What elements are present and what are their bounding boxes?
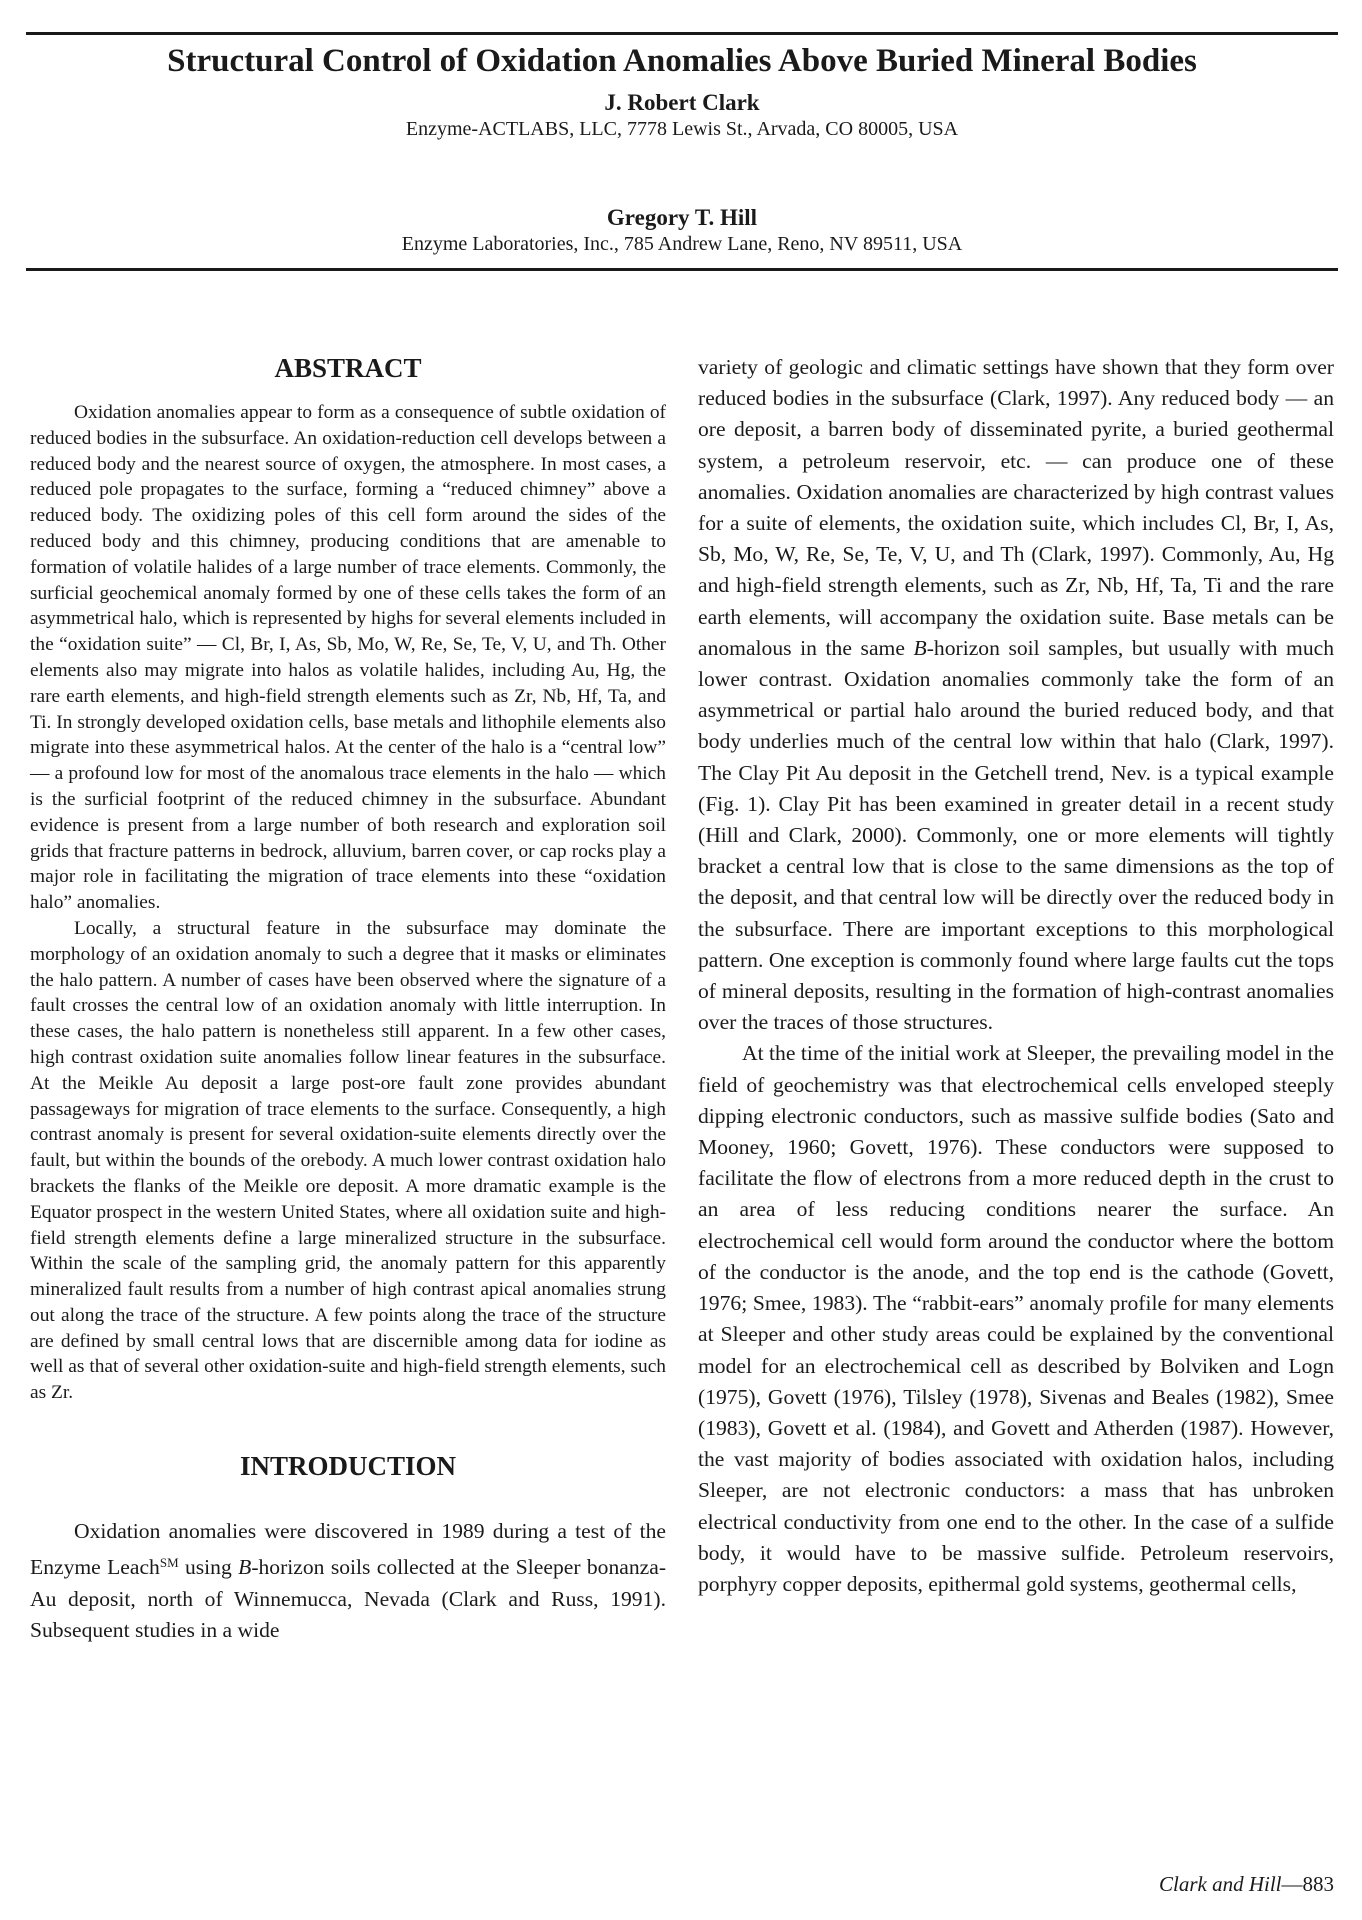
intro-text: -horizon soil samples, but usually with much lower contrast. Oxidation anomalies commonly take the form of an asymmetrical or partial halo around the buried reduced body, and that body underlies much of the central low within that halo (Clark, 1997). The Clay Pit Au deposit in the Getchell trend, Nev. is a typical example (Fig. 1). Clay Pit has been examined in greater detail in a recent study (Hill and Clark, 2000). Commonly, one or more elements will tightly bracket a central low that is close to the same dimensions as the top of the deposit, and that central low will be directly over the reduced body in the subsurface. There are important exceptions to this morphological pattern. One exception is commonly found where large faults cut the tops of mineral deposits, resulting in the formation of high-contrast anomalies over the traces of those structures. bbox=[698, 635, 1334, 1035]
intro-text: variety of geologic and climatic settings have shown that they form over reduced bodies in the subsurface (Clark, 1997). Any reduced body — an ore deposit, a barren body of disseminated pyrite, a buried geothermal system, a petroleum reservoir, etc. — can produce one of these anomalies. Oxidation anomalies are characterized by high contrast values for a suite of elements, the oxidation suite, which includes Cl, Br, I, As, Sb, Mo, W, Re, Se, Te, V, U, and Th (Clark, 1997). Commonly, Au, Hg and high-field strength elements, such as Zr, Nb, Hf, Ta, Ti and the rare earth elements, will accompany the oxidation suite. Base metals can be anomalous in the same bbox=[698, 355, 1334, 660]
author-affiliation: Enzyme-ACTLABS, LLC, 7778 Lewis St., Arvada, CO 80005, USA bbox=[405, 118, 959, 140]
left-column bbox=[30, 350, 666, 1646]
right-column bbox=[698, 352, 1334, 1600]
service-mark-superscript: SM bbox=[159, 1555, 179, 1571]
introduction-paragraph: At the time of the initial work at Sleeper, the prevailing model in the field of geochemistry was that electrochemical cells enveloped steeply dipping electronic conductors, such as massive sulfide bodies (Sato and Mooney, 1960; Govett, 1976). These conductors were supposed to facilitate the flow of electrons from a more reduced depth in the crust to an area of less reducing conditions nearer the surface. An electrochemical cell would form around the conductor where the bottom of the conductor is the anode, and the top end is the cathode (Govett, 1976; Smee, 1983). The “rabbit-ears” anomaly profile for many elements at Sleeper and other study areas could be explained by the conventional model for an electrochemical cell as described by Bolviken and Logn (1975), Govett (1976), Tilsley (1978), Sivenas and Beales (1982), Smee (1983), Govett et al. (1984), and Govett and Atherden (1987). However, the vast majority of bodies associated with oxidation halos, including Sleeper, are not electronic conductors: a mass that has unbroken electrical conductivity from one end to the other. In the case of a sulfide body, it would have to be massive sulfide. Petroleum reservoirs, porphyry copper deposits, epithermal gold systems, geothermal cells, bbox=[698, 1041, 1334, 1596]
intro-text: Oxidation anomalies were discovered in 1989 during a test of the Enzyme Leach bbox=[30, 1519, 666, 1580]
introduction-paragraph bbox=[30, 1516, 666, 1646]
top-rule bbox=[26, 32, 1338, 35]
footer-authors: Clark and Hill bbox=[1158, 1872, 1282, 1896]
paper-title: Structural Control of Oxidation Anomalies Above Buried Mineral Bodies bbox=[167, 43, 1197, 79]
italic-letter: B bbox=[913, 635, 927, 660]
author-name: J. Robert Clark bbox=[604, 90, 760, 115]
abstract-paragraph: Locally, a structural feature in the subsurface may dominate the morphology of an oxidation anomaly to such a degree that it masks or eliminates the halo pattern. A number of cases have been observed where the signature of a fault crosses the central low of an oxidation anomaly with little interruption. In these cases, the halo pattern is nonetheless still apparent. In a few other cases, high contrast oxidation suite anomalies follow linear features in the subsurface. At the Meikle Au deposit a large post-ore fault zone provides abundant passageways for migration of trace elements to the surface. Consequently, a high contrast anomaly is present for several oxidation-suite elements directly over the fault, but within the bounds of the orebody. A much lower contrast oxidation halo brackets the flanks of the Meikle ore deposit. A more dramatic example is the Equator prospect in the western United States, where all oxidation suite and high-field strength elements define a large mineralized structure in the subsurface. Within the scale of the sampling grid, the anomaly pattern for this apparently mineralized fault results from a number of high contrast apical anomalies strung out along the trace of the structure. A few points along the trace of the structure are defined by small central lows that are discernible among data for iodine as well as that of several other oxidation-suite and high-field strength elements, such as Zr. bbox=[30, 917, 666, 1404]
italic-letter: B bbox=[238, 1555, 252, 1580]
author-affiliation: Enzyme Laboratories, Inc., 785 Andrew Lane, Reno, NV 89511, USA bbox=[401, 233, 963, 255]
abstract-paragraph: Oxidation anomalies appear to form as a consequence of subtle oxidation of reduced bodies in the subsurface. An oxidation-reduction cell develops between a reduced body and the nearest source of oxygen, the atmosphere. In most cases, a reduced pole propagates to the surface, forming a “reduced chimney” above a reduced body. The oxidizing poles of this cell form around the sides of the reduced body and this chimney, producing conditions that are amenable to formation of volatile halides of a large number of trace elements. Commonly, the surficial geochemical anomaly formed by one of these cells takes the form of an asymmetrical halo, which is represented by highs for several elements included in the “oxidation suite” — Cl, Br, I, As, Sb, Mo, W, Re, Se, Te, V, U, and Th. Other elements also may migrate into halos as volatile halides, including Au, Hg, the rare earth elements, and high-field strength elements such as Zr, Nb, Hf, Ta, and Ti. In strongly developed oxidation cells, base metals and lithophile elements also migrate into these asymmetrical halos. At the center of the halo is a “central low” — a profound low for most of the anomalous trace elements in the halo — which is the surficial footprint of the reduced chimney in the subsurface. Abundant evidence is present from a large number of both research and exploration soil grids that fracture patterns in bedrock, alluvium, barren cover, or cap rocks play a major role in facilitating the migration of trace elements into these “oxidation halo” anomalies. bbox=[30, 402, 666, 914]
introduction-paragraph-continued bbox=[698, 352, 1334, 1038]
introduction-heading: INTRODUCTION bbox=[239, 1451, 457, 1482]
abstract-heading: ABSTRACT bbox=[274, 353, 422, 383]
header-bottom-rule bbox=[26, 268, 1338, 271]
author-name: Gregory T. Hill bbox=[606, 205, 758, 230]
intro-text: using bbox=[178, 1555, 239, 1580]
page-number: 883 bbox=[1302, 1872, 1334, 1896]
intro-text: -horizon soils collected at the Sleeper bonanza-Au deposit, north of Winnemucca, Nevada (Clark and Russ, 1991). Subsequent studies in a wide bbox=[30, 1555, 667, 1642]
page-footer bbox=[1159, 1870, 1334, 1898]
footer-separator: — bbox=[1281, 1872, 1303, 1896]
